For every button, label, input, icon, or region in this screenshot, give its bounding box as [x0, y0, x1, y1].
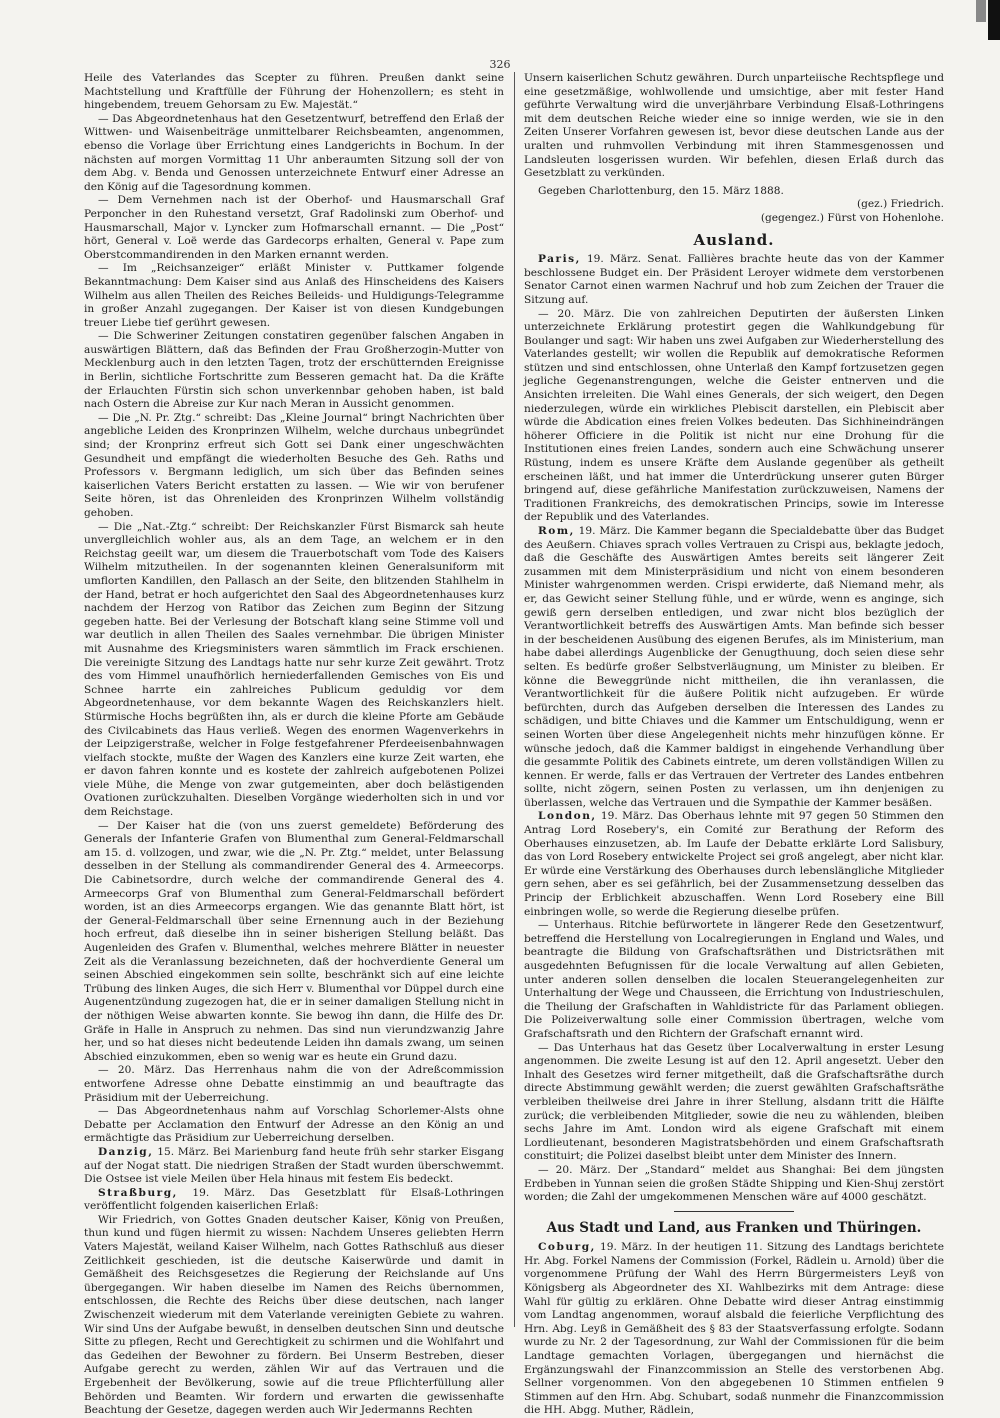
strassburg-text: 19. März. Das Gesetzblatt für Elsaß-Lothringen veröffentlicht folgenden kaiserlichen Erlaß: — [84, 1186, 504, 1213]
signature-chancellor: (gegengez.) Fürst von Hohenlohe. — [760, 211, 944, 224]
coburg-text: 19. März. In der heutigen 11. Sitzung des Landtags berichtete Hr. Abg. Forkel Namens der Commission (Forkel, Rädlein u. Arnold) über die vorgenommene Prüfung der Wahl des Herrn Bürgermeisters Leyß von Königsberg als Abgeordneter des XI. Wahlbezirks mit dem Antrage: diese Wahl für gültig zu erklären. Ohne Debatte wird dieser Antrag einstimmig vom Landtag angenommen, worauf alsbald die feierliche Verpflichtung des Hrn. Abg. Leyß in Gemäßheit des § 83 der Staatsverfassung erfolgte. Sodann wurde zu Nr. 2 der Tagesordnung, zur Wahl der Commissionen für die beim Landtage gemachten Vorlagen, übergegangen und hiernächst die Ergänzungswahl der Finanzcommission an Stelle des verstorbenen Abg. Sellner vorgenommen. Von den abgegebenen 10 Stimmen entfielen 9 Stimmen auf den Hrn. Abg. Schubart, sodaß nunmehr die Finanzcommission die HH. Abgg. Muther, Rädlein, — [524, 1241, 944, 1417]
dateline-paris — [524, 253, 944, 307]
paragraph: — 20. März. Die von zahlreichen Deputirten der äußersten Linken unterzeichnete Erklärung protestirt gegen die Wahlkundgebung für Boulanger und sagt: Wir haben uns zwei Aufgaben zur Wiederherstellung des Vaterlandes gestellt; wir wollen die Republik auf demokratische Reformen stützen und sind entschlossen, ohne Unterlaß den Kampf fortzusetzen gegen jegliche Gegenanstrengungen, welche die Geister entnerven und die Ansichten irreleiten. Die Wahl eines Generals, der sich weigert, den Degen niederzulegen, würde ein wirkliches Plebiscit darstellen, ein Plebiscit aber würde die Abdication eines freien Volkes bedeuten. Das Sichhineindrängen höherer Officiere in die Politik ist nicht nur eine Drohung für die Institutionen eines freien Landes, sondern auch eine Schwächung unserer Rüstung, indem es unsere Kräfte dem Auslande gegenüber als getheilt erscheinen läßt, und hat immer die Unterdrückung unserer guten Bürger bringend auf, diese gefährliche Manifestation zurückzuweisen, Namens der Traditionen Frankreichs, des demokratischen Princips, sowie im Interesse der Republik und des Vaterlandes. — [524, 307, 944, 524]
paragraph: — Die „N. Pr. Ztg.“ schreibt: Das „Kleine Journal“ bringt Nachrichten über angebliche Leiden des Kronprinzen Wilhelm, welche durchaus unbegründet sind; der Kronprinz erfreut sich Gott sei Dank einer ungeschwächten Gesundheit und empfängt die wiederholten Besuche des Geh. Raths und Professors v. Bergmann lediglich, um sich über das Befinden seines kaiserlichen Vaters Bericht erstatten zu lassen. — Wie wir von berufener Seite hören, ist das Ohrenleiden des Kronprinzen Wilhelm vollständig gehoben. — [84, 411, 504, 519]
paragraph: — Das Unterhaus hat das Gesetz über Localverwaltung in erster Lesung angenommen. Die zweite Lesung ist auf den 12. April angesetzt. Ueber den Inhalt des Gesetzes wird ferner mitgetheilt, daß die Grafschaftsräthe durch directe Abstimmung gewählt werden; die zuerst gewählten Grafschaftsräthe verbleiben theilweise drei Jahre in ihrer Stellung, alsdann tritt die Hälfte zurück; die verbleibenden Mitglieder, sowie die neu zu wählenden, bleiben sechs Jahre im Amt. London wird als eigene Grafschaft mit einem Lordlieutenant, besonderen Magistratsbehörden und einem Grafschaftsrath constituirt; die Polizei daselbst bleibt unter dem Minister des Innern. — [524, 1041, 944, 1163]
paragraph: — 20. März. Das Herrenhaus nahm die von der Adreßcommission entworfene Adresse ohne Debatte einstimmig an und beauftragte das Präsidium mit der Ueberreichung. — [84, 1064, 504, 1104]
london-text: 19. März. Das Oberhaus lehnte mit 97 gegen 50 Stimmen den Antrag Lord Rosebery's, ein Comité zur Berathung der Reform des Oberhauses einzusetzen, ab. Im Laufe der Debatte erklärte Lord Salisbury, das von Lord Rosebery entwickelte Project sei groß angelegt, aber nicht klar. Er würde eine Verstärkung des Oberhauses durch lebenslängliche Mitglieder gern sehen, aber es sei gefährlich, bei der Zusammensetzung desselben das Princip der Erblichkeit abzuschaffen. Wenn Lord Rosebery eine Bill einbringen wolle, so werde die Regierung dieselbe prüfen. — [524, 810, 944, 918]
paragraph: — Das Abgeordnetenhaus hat den Gesetzentwurf, betreffend den Erlaß der Wittwen- und Waisenbeiträge unmittelbarer Reichsbeamten, angenommen, ebenso die Vorlage über Errichtung eines Landgerichts in Bochum. In der nächsten auf morgen Vormittag 11 Uhr anberaumten Sitzung soll der von dem Abg. v. Benda und Genossen unterzeichnete Entwurf einer Adresse an den König auf die Tagesordnung kommen. — [84, 112, 504, 193]
scan-edge-mark-gray — [976, 0, 986, 22]
dateline-rom — [524, 525, 944, 810]
section-rule — [674, 1211, 794, 1212]
place-rom: Rom, — [538, 525, 575, 537]
decree-text: Wir Friedrich, von Gottes Gnaden deutscher Kaiser, König von Preußen, thun kund und fügen hiermit zu wissen: Nachdem Unseres geliebten Herrn Vaters Majestät, weiland Kaiser Wilhelm, nach Gottes Rathschluß aus dieser Zeitlichkeit geschieden, ist die deutsche Kaiserwürde und damit in Gemäßheit des Reichsgesetzes die Regierung der Reichslande auf Uns übergegangen. Wir haben dieselbe im Namen des Reichs übernommen, entschlossen, die Rechte des Reichs über diese deutschen, nach langer Zwischenzeit wiederum mit dem Vaterlande vereinigten Gebiete zu wahren. Wir sind Uns der Aufgabe bewußt, in denselben deutschen Sinn und deutsche Sitte zu pflegen, Recht und Gerechtigkeit zu schirmen und die Wohlfahrt und das Gedeihen der Bewohner zu fördern. Bei Unserm Bestreben, dieser Aufgabe gerecht zu werden, zählen Wir auf das Vertrauen und die Ergebenheit der Bevölkerung, sowie auf die treue Pflichterfüllung aller Behörden und Beamten. Wir fordern und erwarten die gewissenhafte Beachtung der Gesetze, dagegen werden auch Wir Jedermanns Rechten — [84, 1213, 504, 1417]
page-number: 326 — [489, 58, 511, 71]
decree-given: Gegeben Charlottenburg, den 15. März 1888. — [538, 184, 784, 197]
dateline-london — [524, 810, 944, 919]
paragraph: Heile des Vaterlandes das Scepter zu führen. Preußen dankt seine Machtstellung und Kraftfülle der Führung der Hohenzollern; es steht in hingebendem, treuem Gehorsam zu Ew. Majestät.“ — [84, 72, 504, 112]
decree-continued: Unsern kaiserlichen Schutz gewähren. Durch unparteiische Rechtspflege und eine gesetzmäßige, wohlwollende und umsichtige, aber mit fester Hand geführte Verwaltung wird die unverjährbare Verbindung Elsaß-Lothringens mit dem deutschen Reiche wieder eine so innige werden, wie sie in den Zeiten Unserer Vorfahren gewesen ist, bevor diese deutschen Lande aus der uralten und ruhmvollen Verbindung mit ihren Stammesgenossen und Landsleuten losgerissen wurden. Wir befehlen, diesen Erlaß durch das Gesetzblatt zu verkünden. — [524, 72, 944, 180]
paragraph: — Dem Vernehmen nach ist der Oberhof- und Hausmarschall Graf Perponcher in den Ruhestand versetzt, Graf Radolinski zum Oberhof- und Hausmarschall, Major v. Lyncker zum Hofmarschall ernannt. — Die „Post“ hört, General v. Loë werde das Gardecorps erhalten, General v. Pape zum Oberstcommandirenden in den Marken ernannt werden. — [84, 194, 504, 261]
danzig-text: 15. März. Bei Marienburg fand heute früh sehr starker Eisgang auf der Nogat statt. Die niedrigen Straßen der Stadt wurden überschwemmt. Die Ostsee ist viele Meilen über Hela hinaus mit festem Eis bedeckt. — [84, 1145, 504, 1186]
paris-text: 19. März. Senat. Fallières brachte heute das von der Kammer beschlossene Budget ein. Der Präsident Leroyer widmete dem verstorbenen Senator Carnot einen warmen Nachruf und hob zum Zeichen der Trauer die Sitzung auf. — [524, 253, 944, 306]
paragraph: — Die „Nat.-Ztg.“ schreibt: Der Reichskanzler Fürst Bismarck sah heute unverglleichlich wohler aus, als an dem Tage, an welchem er in den Reichstag geeilt war, um diesem die Trauerbotschaft vom Tode des Kaisers Wilhelm mitzutheilen. In der sogenannten kleinen Generalsuniform mit umflorten Kandillen, den Pallasch an der Seite, den blitzenden Stahlhelm in der Hand, betrat er hoch aufgerichtet den Saal des Abgeordnetenhauses kurz nachdem der Herzog von Ratibor das Zeichen zum Beginn der Sitzung gegeben hatte. Bei der Verlesung der Botschaft klang seine Stimme voll und war deutlich in allen Theilen des Saales vernehmbar. Die übrigen Minister mit Ausnahme des Kriegsministers waren sämmtlich im Frack erschienen. Die vereinigte Sitzung des Landtags hatte nur sehr kurze Zeit gewährt. Trotz des vom Himmel unaufhörlich herniederfallenden Gemisches von Eis und Schnee harrte ein zahlreiches Publicum geduldig vor dem Abgeordnetenhause, vor dem bekannte Wagen des Reichskanzlers hielt. Stürmische Hochs begrüßten ihn, als er durch die kleine Pforte am Gebäude des Civilcabinets das Haus verließ. Wegen des enormen Wagenverkehrs in der Leipzigerstraße, welcher in Folge festgefahrener Pferdeeisenbahnwagen vielfach stockte, mußte der Wagen des Kanzlers eine kurze Zeit warten, ehe er davon fahren konnte und es kostete der zahlreich aufgebotenen Polizei viele Mühe, die Menge von zwar gutgemeinten, aber doch belästigenden Ovationen zurückzuhalten. Dieselben Vorgänge wiederholten sich in und vor dem Reichstage. — [84, 520, 504, 819]
paragraph: — Unterhaus. Ritchie befürwortete in längerer Rede den Gesetzentwurf, betreffend die Herstellung von Localregierungen in England und Wales, und beantragte die Bildung von Grafschaftsräthen und Districtsräthen mit ausgedehnten Befugnissen für die locale Verwaltung auf allen Gebieten, unter anderen sollen denselben die localen Steuerangelegenheiten zur Unterhaltung der Wege und Chausseen, die Errichtung von Industrieschulen, die Theilung der Grafschaften in Wahldistricte für das Parlament obliegen. Die Polizeiverwaltung solle einer Commission übertragen, welche vom Grafschaftsrath und den Richtern der Grafschaft ernannt wird. — [524, 919, 944, 1040]
paragraph: — Im „Reichsanzeiger“ erläßt Minister v. Puttkamer folgende Bekanntmachung: Dem Kaiser sind aus Anlaß des Hinscheidens des Kaisers Wilhelm aus allen Theilen des Reiches Beileids- und Huldigungs-Telegramme in großer Anzahl zugegangen. Der Kaiser ist von diesen Kundgebungen treuer Liebe tief gerührt gewesen. — [84, 262, 504, 329]
imperial-decree — [84, 1214, 504, 1418]
signature-block — [524, 185, 944, 226]
place-danzig: Danzig, — [98, 1145, 154, 1158]
place-london: London, — [538, 810, 597, 823]
place-paris: Paris, — [538, 253, 581, 266]
dateline-strassburg — [84, 1187, 504, 1214]
right-column — [524, 72, 944, 1417]
signature-emperor: (gez.) Friedrich. — [856, 198, 944, 211]
place-strassburg: Straßburg, — [98, 1186, 178, 1199]
paragraph: — Der Kaiser hat die (von uns zuerst gemeldete) Beförderung des Generals der Infanterie Grafen von Blumenthal zum General-Feldmarschall am 15. d. vollzogen, und zwar, wie die „N. Pr. Ztg.“ meldet, unter Belassung desselben in der Stellung als commandirender General des 4. Armeecorps. Die Cabinetsordre, durch welche der commandirende General des 4. Armeecorps Graf von Blumenthal zum General-Feldmarschall befördert worden, ist an dies Armeecorps ergangen. Wie das genannte Blatt hört, ist der General-Feldmarschall über seine Ernennung auch in der Beziehung hoch erfreut, daß dieselbe ihn in seiner bisherigen Stellung beläßt. Das Augenleiden des Grafen v. Blumenthal, welches mehrere Blätter in neuester Zeit als die Veranlassung bezeichneten, daß der hochverdiente General um seinen Abschied eingekommen sein sollte, beschränkt sich auf eine leichte Trübung des linken Auges, die sich Herr v. Blumenthal vor Düppel durch eine Augenentzündung zugezogen hat, die er in seiner damaligen Stellung nicht in der nöthigen Weise abwarten konnte. Sie bewog ihn dann, die Hilfe des Dr. Gräfe in Halle in Anspruch zu nehmen. Das sind nun vierundzwanzig Jahre her, und so hat dieses nicht bedeutende Leiden ihn damals zwang, um seinen Abschied einzukommen, eben so wenig war es heute ein Grund dazu. — [84, 819, 504, 1063]
paragraph: — 20. März. Der „Standard“ meldet aus Shanghai: Bei dem jüngsten Erdbeben in Yunnan seien die großen Städte Shipping und Kien-Shuj zerstört worden; die Zahl der umgekommenen Menschen wäre auf 4000 geschätzt. — [524, 1163, 944, 1204]
scan-edge-mark-black — [988, 0, 1000, 40]
paragraph: — Das Abgeordnetenhaus nahm auf Vorschlag Schorlemer-Alsts ohne Debatte per Acclamation den Entwurf der Adresse an den König an und ermächtigte das Präsidium zur Ueberreichung derselben. — [84, 1105, 504, 1145]
dateline-danzig — [84, 1146, 504, 1187]
rom-text: 19. März. Die Kammer begann die Specialdebatte über das Budget des Aeußern. Chiaves sprach volles Vertrauen zu Crispi aus, beklagte jedoch, daß die Geschäfte des Auswärtigen Amtes bereits seit längerer Zeit zusammen mit dem Ministerpräsidium und nicht von einem besonderen Minister wahrgenommen werden. Crispi erwiderte, daß Niemand mehr, als er, das Gewicht seiner Stellung fühle, und er würde, wenn es anginge, sich gewiß gern derselben entledigen, und zwar nicht blos bezüglich der Verantwortlichkeit betreffs des Auswärtigen Amts. Man befinde sich besser in der bescheidenen Ausübung des eigenen Berufes, als im Ministerium, man habe dabei allerdings Augenblicke der Genugthuung, doch seien diese sehr selten. Es bedürfe großer Selbstverläugnung, um Minister zu bleiben. Er könne die Beweggründe nicht mittheilen, die ihn veranlassen, die Verantwortlichkeit für die äußere Politik nicht aufzugeben. Er würde befürchten, durch das Aufgeben derselben die Interessen des Landes zu schädigen, und bitte Chiaves und die Kammer um Entschuldigung, wenn er seinen Worten über diese Angelegenheit nichts mehr hinzufügen könne. Er wünsche jedoch, daß die Kammer baldigst in eingehende Verhandlung über die gesammte Politik des Cabinets eintrete, um deren vollständigen Willen zu kennen. Er werde, falls er das Vertrauen der Vertreter des Landes entbehren sollte, nicht zögern, seinen Posten zu verlassen, um ihn denjenigen zu überlassen, welche das Vertrauen und die Sympathie der Kammer besäßen. — [524, 525, 944, 809]
dateline-coburg — [524, 1241, 944, 1418]
section-heading-stadt-land: Aus Stadt und Land, aus Franken und Thüringen. — [546, 1219, 922, 1236]
left-column — [84, 72, 504, 1417]
place-coburg: Coburg, — [538, 1241, 596, 1254]
paragraph: — Die Schweriner Zeitungen constatiren gegenüber falschen Angaben in auswärtigen Blättern, daß das Befinden der Frau Großherzogin-Mutter von Mecklenburg auch in den letzten Tagen, trotz der erschütternden Ereignisse in Berlin, sichtliche Fortschritte zum Besseren gemacht hat. Da die Kräfte der Erlauchten Fürstin sich schon unverkennbar gehoben haben, ist bald nach Ostern die Abreise zur Kur nach Meran in Aussicht genommen. — [84, 330, 504, 411]
section-heading-ausland: Ausland. — [693, 230, 775, 249]
column-divider — [514, 72, 515, 1327]
